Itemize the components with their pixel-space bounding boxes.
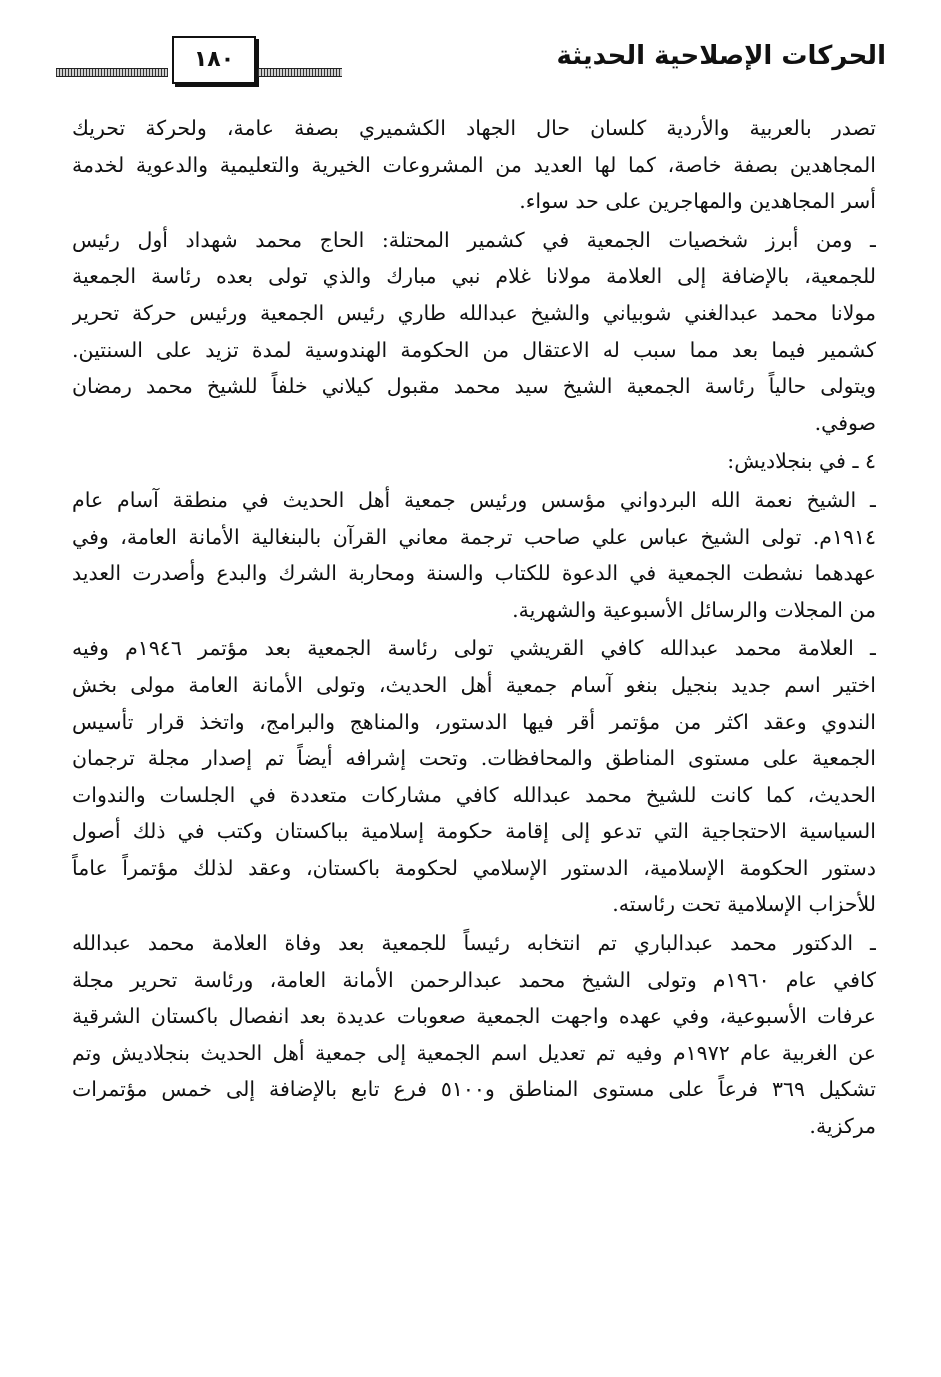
text-line: أسر المجاهدين والمهاجرين على حد سواء. [519,189,876,214]
header-rule-left [56,68,168,77]
paragraph-5 [72,925,876,1145]
page-header [56,28,886,84]
text-line: ١٩١٤م. تولى الشيخ عباس علي صاحب ترجمة معاني القرآن بالبنغالية الأمانة العامة، وفي [72,524,876,549]
paragraph-3 [72,482,876,628]
text-line: الجمعية على مستوى المناطق والمحافظات. وتحت إشرافه أيضاً تم إصدار مجلة ترجمان [72,746,876,771]
text-line: الحديث، كما كانت للشيخ محمد عبدالله كافي مشاركات متعددة في الجلسات والندوات [72,782,876,807]
body-text [72,110,876,1147]
text-line: الندوي وعقد اكثر من مؤتمر أقر فيها الدستور، والمناهج والبرامج، واتخذ قرار تأسيس [72,709,876,734]
text-line: كشمير فيما بعد مما سبب له الاعتقال من الحكومة الهندوسية لمدة تزيد على السنتين. [72,337,876,362]
text-line: مولانا محمد عبدالغني شوبياني والشيخ عبدالله طاري رئيس الجمعية ورئيس حركة تحرير [72,300,876,325]
text-line: للجمعية، بالإضافة إلى العلامة مولانا غلام نبي مبارك والذي تولى بعده رئاسة الجمعية [72,264,876,289]
text-line: ـ الدكتور محمد عبدالباري تم انتخابه رئيساً للجمعية بعد وفاة العلامة محمد عبدالله [72,931,876,956]
text-line: عرفات الأسبوعية، وفي عهده واجهت الجمعية صعوبات عديدة بعد انفصال باكستان الشرقية [72,1004,876,1029]
text-line: من المجلات والرسائل الأسبوعية والشهرية. [512,597,876,622]
running-title: الحركات الإصلاحية الحديثة [556,41,886,71]
text-line: كافي عام ١٩٦٠م وتولى الشيخ محمد عبدالرحمن الأمانة العامة، ورئاسة تحرير مجلة [72,967,876,992]
text-line: للأحزاب الإسلامية تحت رئاسته. [612,892,876,917]
text-line: عهدهما نشطت الجمعية في الدعوة للكتاب والسنة ومحاربة الشرك والبدع وأصدرت العديد [72,561,876,586]
text-line: تصدر بالعربية والأردية كلسان حال الجهاد الكشميري بصفة عامة، ولحركة تحريك [72,116,876,140]
header-rule-middle [258,68,342,77]
text-line: عن الغربية عام ١٩٧٢م وفيه تم تعديل اسم الجمعية إلى جمعية أهل الحديث بنجلاديش وتم [72,1040,876,1065]
text-line: تشكيل ٣٦٩ فرعاً على مستوى المناطق و٥١٠٠ فرع تابع بالإضافة إلى خمس مؤتمرات [72,1077,876,1102]
paragraph-2 [72,222,876,442]
paragraph-1 [72,110,876,220]
text-line: صوفي. [814,410,876,435]
text-line: دستور الحكومة الإسلامية، الدستور الإسلامي لحكومة باكستان، وعقد لذلك مؤتمراً عاماً [72,855,876,880]
text-line: ـ العلامة محمد عبدالله كافي القريشي تولى رئاسة الجمعية بعد مؤتمر ١٩٤٦م وفيه [72,636,876,661]
text-line: المجاهدين بصفة خاصة، كما لها العديد من المشروعات الخيرية والتعليمية والدعوية لخدمة [72,152,876,177]
paragraph-4 [72,630,876,923]
text-line: اختير اسم جديد بنجيل بنغو آسام جمعية أهل الحديث، وتولى الأمانة العامة مولى بخش [72,672,876,697]
text-line: السياسية الاحتجاجية التي تدعو إلى إقامة حكومة إسلامية بباكستان وكتب في ذلك أصول [72,819,876,844]
text-line: مركزية. [809,1114,876,1139]
page-number: ١٨٠ [172,36,256,84]
section-heading: ٤ ـ في بنجلاديش: [727,449,876,474]
text-line: ـ الشيخ نعمة الله البردواني مؤسس ورئيس جمعية أهل الحديث في منطقة آسام عام [72,487,876,512]
text-line: ـ ومن أبرز شخصيات الجمعية في كشمير المحتلة: الحاج محمد شهداد أول رئيس [72,227,876,252]
text-line: ويتولى حالياً رئاسة الجمعية الشيخ سيد محمد مقبول كيلاني خلفاً للشيخ محمد رمضان [72,374,876,399]
section-heading-bangladesh [72,443,876,480]
